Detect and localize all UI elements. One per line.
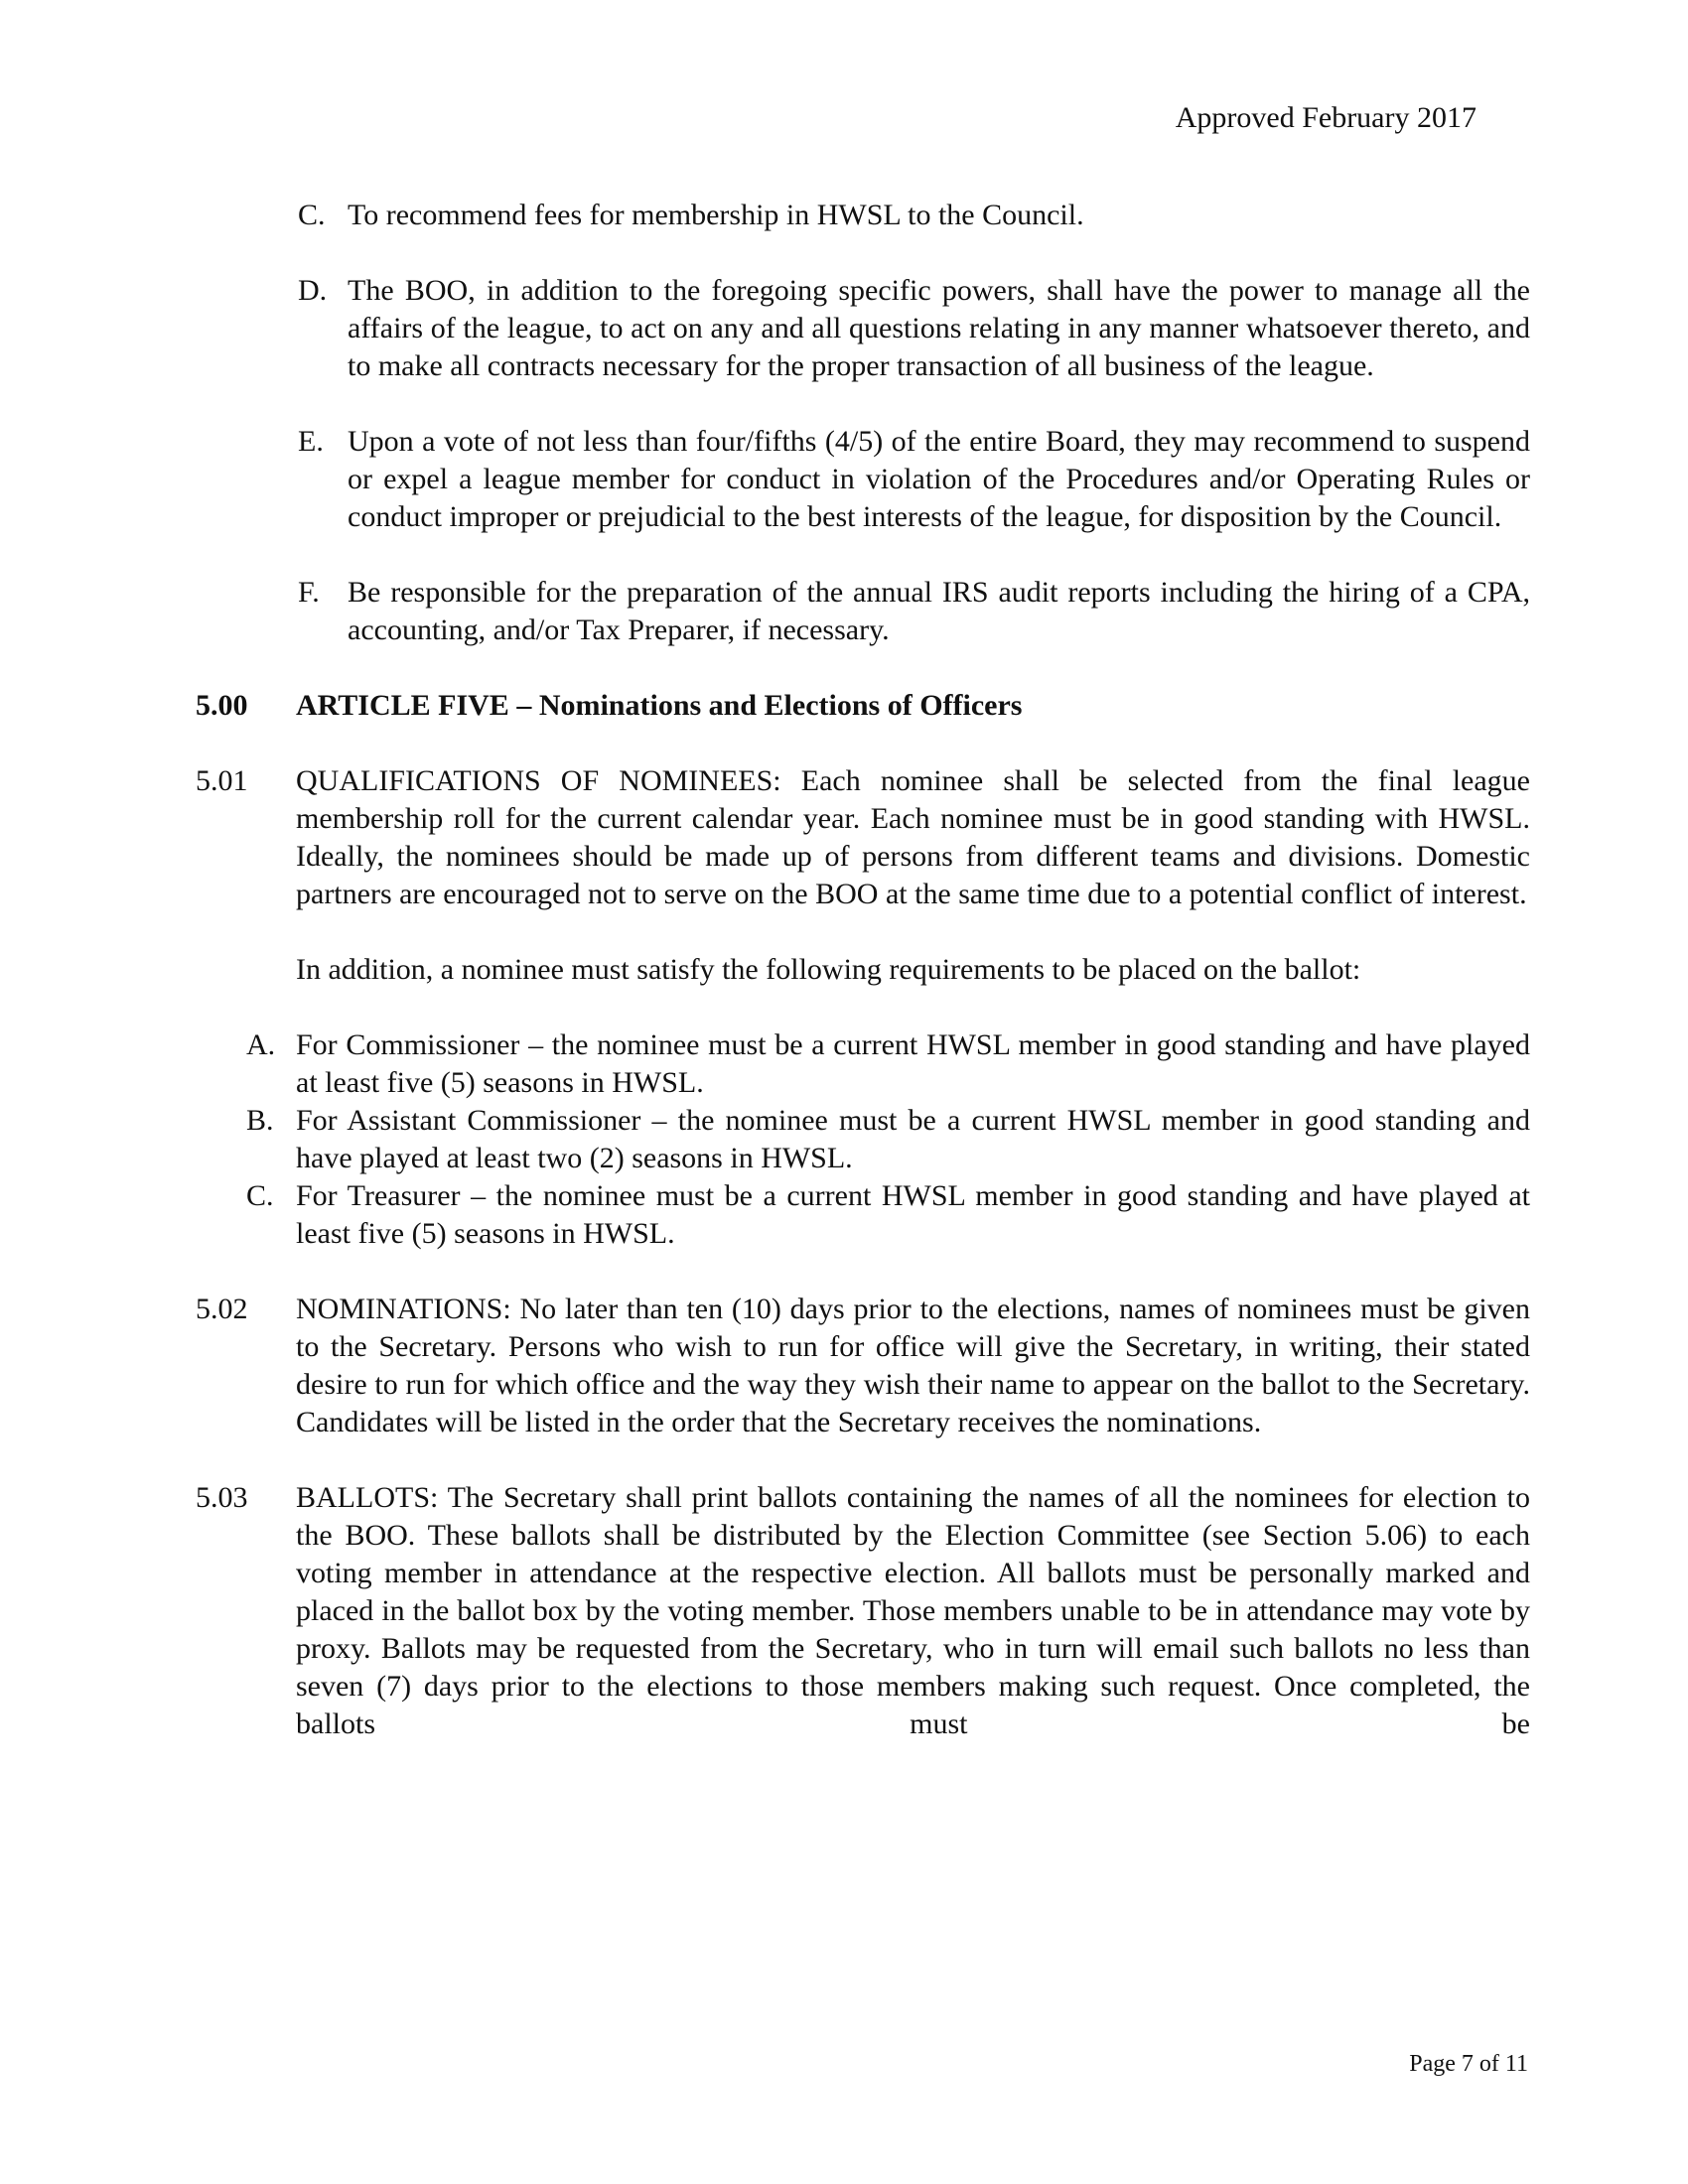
document-body	[196, 197, 1530, 1781]
list-item-text: The BOO, in addition to the foregoing specific powers, shall have the power to manage all the affairs of the league, to act on any and all questions relating in any manner whatsoever thereto, and to make all contracts necessary for the proper transaction of all business of the league.	[348, 274, 1530, 382]
list-item-f	[196, 574, 1530, 649]
list-item-letter: F.	[298, 576, 320, 609]
list-item-text: Upon a vote of not less than four/fifths (4/5) of the entire Board, they may recommend to suspend or expel a league member for conduct in violation of the Procedures and/or Operating Rules or conduct improper or prejudicial to the best interests of the league, for disposition by the Council.	[348, 425, 1530, 533]
section-5-01	[196, 762, 1530, 913]
list-item-letter: E.	[298, 425, 324, 458]
section-text: BALLOTS: The Secretary shall print ballots containing the names of all the nominees for election to the BOO. These ballots shall be distributed by the Election Committee (see Section 5.06) to each voting member in attendance at the respective election. All ballots must be personally marked and placed in the ballot box by the voting member. Those members unable to be in attendance may vote by proxy. Ballots may be requested from the Secretary, who in turn will email such ballots no less than seven (7) days prior to the elections to those members making such request. Once completed, the ballots must be	[296, 1481, 1530, 1740]
section-text: NOMINATIONS: No later than ten (10) days prior to the elections, names of nominees must be given to the Secretary. Persons who wish to run for office will give the Secretary, in writing, their stated desire to run for which office and the way they wish their name to appear on the ballot to the Secretary. Candidates will be listed in the order that the Secretary receives the nominations.	[296, 1293, 1530, 1438]
article-title: ARTICLE FIVE – Nominations and Elections of Officers	[296, 689, 1023, 722]
requirement-letter: B.	[246, 1104, 274, 1137]
section-number: 5.01	[196, 764, 248, 797]
requirements-list	[196, 1026, 1530, 1253]
approved-date-header: Approved February 2017	[1175, 101, 1477, 134]
requirement-item	[196, 1102, 1530, 1177]
article-number: 5.00	[196, 689, 248, 722]
requirement-letter: C.	[246, 1179, 274, 1212]
list-item-letter: D.	[298, 274, 328, 307]
list-item-e	[196, 423, 1530, 536]
requirement-text: For Commissioner – the nominee must be a current HWSL member in good standing and have played at least five (5) seasons in HWSL.	[296, 1028, 1530, 1099]
section-number: 5.02	[196, 1293, 248, 1325]
list-item-text: To recommend fees for membership in HWSL to the Council.	[348, 199, 1084, 231]
section-5-02	[196, 1291, 1530, 1441]
section-number: 5.03	[196, 1481, 248, 1514]
article-heading	[196, 687, 1530, 725]
page-number-footer: Page 7 of 11	[1409, 2051, 1528, 2077]
requirement-letter: A.	[246, 1028, 276, 1061]
list-item-d	[196, 272, 1530, 385]
list-item-text: Be responsible for the preparation of the annual IRS audit reports including the hiring of a CPA, accounting, and/or Tax Preparer, if necessary.	[348, 576, 1530, 646]
requirement-item	[196, 1026, 1530, 1102]
requirement-item	[196, 1177, 1530, 1253]
requirement-text: For Assistant Commissioner – the nominee must be a current HWSL member in good standing and have played at least two (2) seasons in HWSL.	[296, 1104, 1530, 1174]
section-addition-paragraph: In addition, a nominee must satisfy the following requirements to be placed on the ballot:	[296, 953, 1361, 986]
section-5-03	[196, 1479, 1530, 1743]
list-item-letter: C.	[298, 199, 326, 231]
requirement-text: For Treasurer – the nominee must be a current HWSL member in good standing and have played at least five (5) seasons in HWSL.	[296, 1179, 1530, 1250]
list-item-c	[196, 197, 1530, 234]
section-text: QUALIFICATIONS OF NOMINEES: Each nominee shall be selected from the final league membership roll for the current calendar year. Each nominee must be in good standing with HWSL. Ideally, the nominees should be made up of persons from different teams and divisions. Domestic partners are encouraged not to serve on the BOO at the same time due to a potential conflict of interest.	[296, 764, 1530, 910]
